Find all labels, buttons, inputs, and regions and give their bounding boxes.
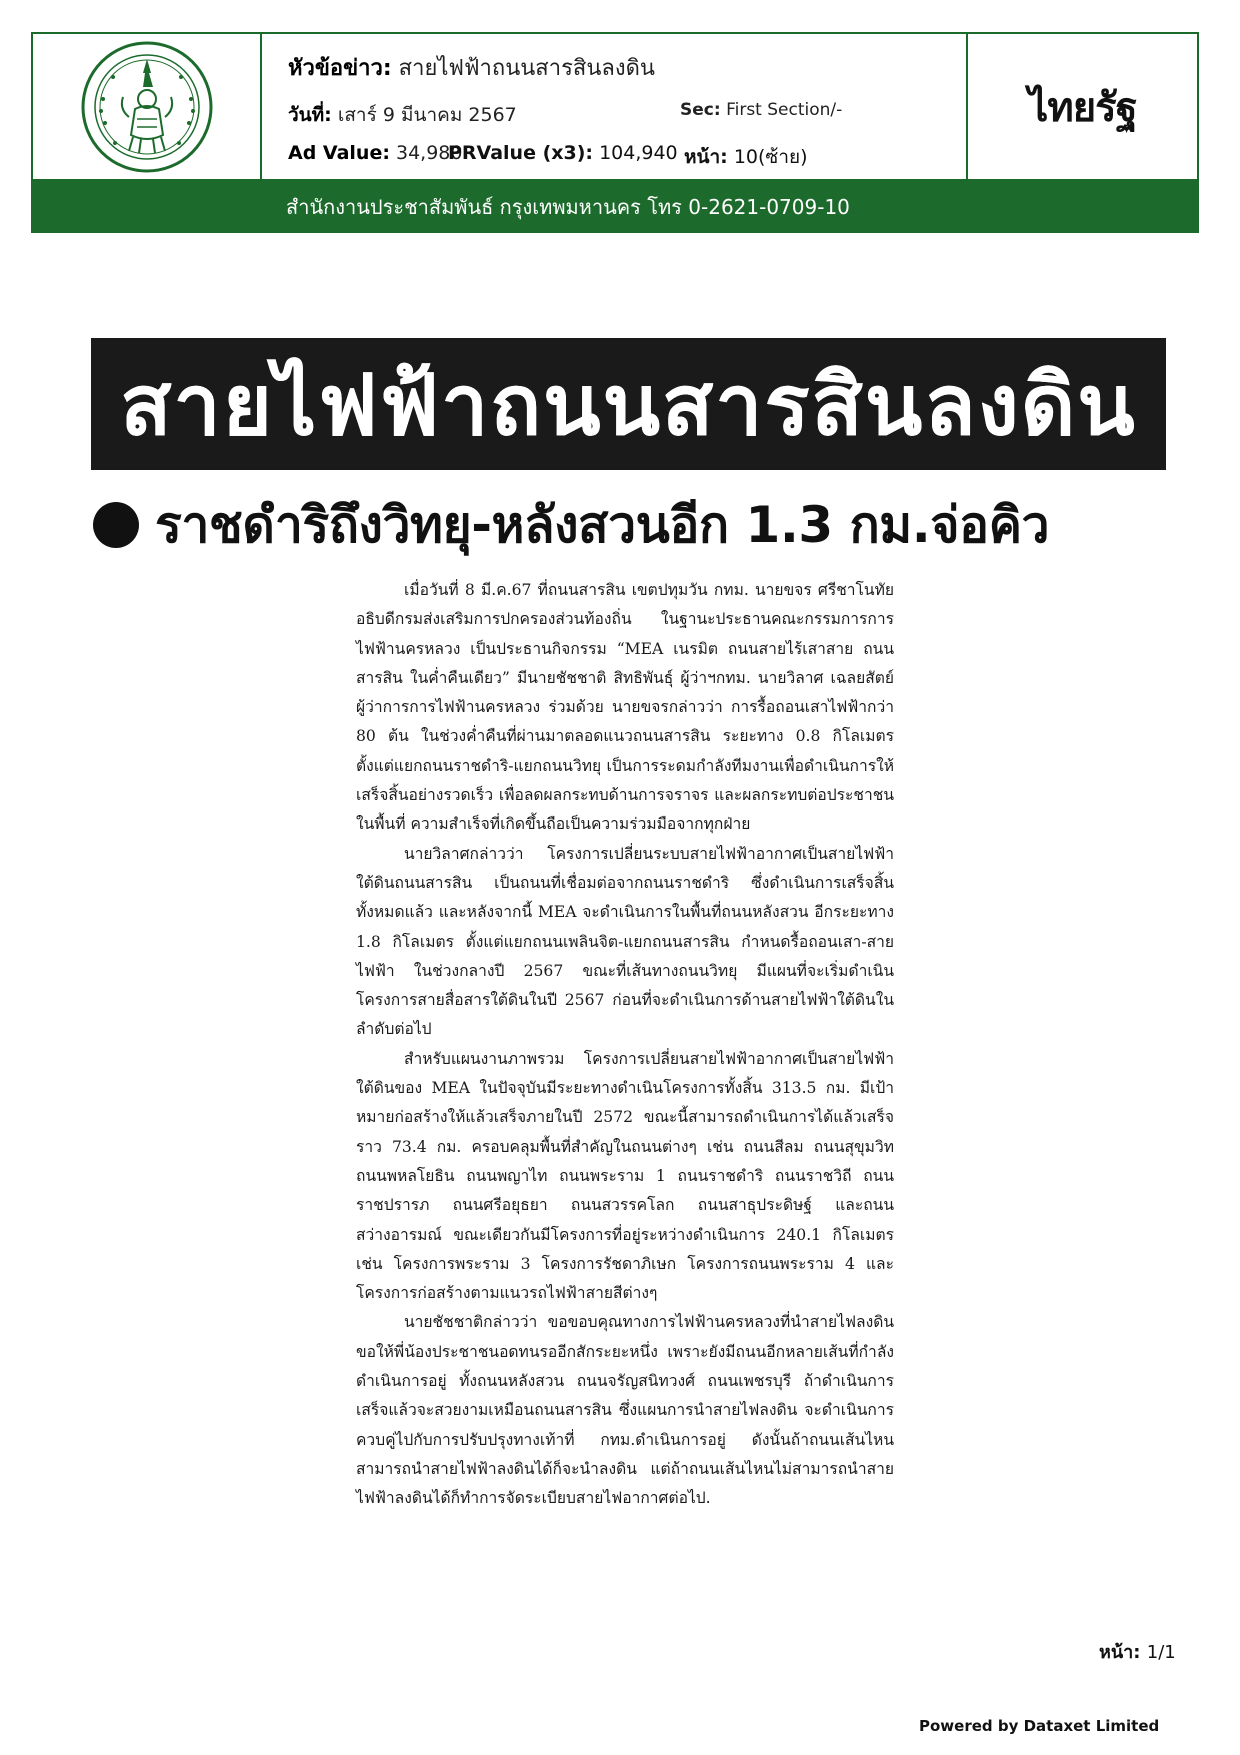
page-row: [684, 142, 808, 172]
section-row: [680, 100, 842, 120]
pr-value: 104,940: [599, 142, 678, 164]
article-body: [356, 576, 894, 1514]
pr-value-label: PRValue (x3):: [448, 142, 594, 164]
article-paragraph: นายชัชชาติกล่าวว่า ขอขอบคุณทางการไฟฟ้านครหลวงที่นำสายไฟลงดิน ขอให้พี่น้องประชาชนอดทนรออีกสักระยะหนึ่ง เพราะยังมีถนนอีกหลายเส้นที่กำลังดำเนินการอยู่ ทั้งถนนหลังสวน ถนนจรัญสนิทวงศ์ ถนนเพชรบุรี ถ้าดำเนินการเสร็จแล้วจะสวยงามเหมือนถนนสารสิน ซึ่งแผนการนำสายไฟลงดิน จะดำเนินการควบคู่ไปกับการปรับปรุงทางเท้าที่ กทม.ดำเนินการอยู่ ดังนั้นถ้าถนนเส้นไหนสามารถนำสายไฟฟ้าลงดินได้ก็จะนำลงดิน แต่ถ้าถนนเส้นไหนไม่สามารถนำสายไฟฟ้าลงดินได้ก็ทำการจัดระเบียบสายไฟอากาศต่อไป.: [356, 1313, 894, 1508]
ad-value-row: [288, 142, 462, 164]
page-number: [1099, 1637, 1176, 1666]
article-paragraph: เมื่อวันที่ 8 มี.ค.67 ที่ถนนสารสิน เขตปทุมวัน กทม. นายขจร ศรีชาโนทัย อธิบดีกรมส่งเสริมการปกครองส่วนท้องถิ่น ในฐานะประธานคณะกรรมการการไฟฟ้านครหลวง เป็นประธานกิจกรรม “MEA เนรมิต ถนนสายไร้เสาสาย ถนนสารสิน ในค่ำคืนเดียว” มีนายชัชชาติ สิทธิพันธุ์ ผู้ว่าฯกทม. นายวิลาศ เฉลยสัตย์ ผู้ว่าการการไฟฟ้านครหลวง ร่วมด้วย นายขจรกล่าวว่า การรื้อถอนเสาไฟฟ้ากว่า 80 ต้น ในช่วงค่ำคืนที่ผ่านมาตลอดแนวถนนสารสิน ระยะทาง 0.8 กิโลเมตร ตั้งแต่แยกถนนราชดำริ-แยกถนนวิทยุ เป็นการระดมกำลังทีมงานเพื่อดำเนินการให้เสร็จสิ้นอย่างรวดเร็ว เพื่อลดผลกระทบด้านการจราจร และผลกระทบต่อประชาชนในพื้นที่ ความสำเร็จที่เกิดขึ้นถือเป็นความร่วมมือจากทุกฝ่าย: [356, 581, 894, 834]
ad-value-label: Ad Value:: [288, 142, 390, 164]
article-subtitle: ราชดำริถึงวิทยุ-หลังสวนอีก 1.3 กม.จ่อคิว: [155, 495, 1050, 554]
page-number-value: 1/1: [1146, 1642, 1176, 1663]
pr-value-row: [448, 142, 678, 164]
article-title: สายไฟฟ้าถนนสารสินลงดิน: [120, 356, 1137, 454]
article-title-banner: [91, 338, 1166, 470]
section-value: First Section/-: [726, 100, 843, 120]
bullet-icon: [93, 502, 139, 548]
article-paragraph: นายวิลาศกล่าวว่า โครงการเปลี่ยนระบบสายไฟฟ้าอากาศเป็นสายไฟฟ้าใต้ดินถนนสารสิน เป็นถนนที่เชื่อมต่อจากถนนราชดำริ ซึ่งดำเนินการเสร็จสิ้นทั้งหมดแล้ว และหลังจากนี้ MEA จะดำเนินการในพื้นที่ถนนหลังสวน อีกระยะทาง 1.8 กิโลเมตร ตั้งแต่แยกถนนเพลินจิต-แยกถนนสารสิน กำหนดรื้อถอนเสา-สายไฟฟ้า ในช่วงกลางปี 2567 ขณะที่เส้นทางถนนวิทยุ มีแผนที่จะเริ่มดำเนินโครงการสายสื่อสารใต้ดินในปี 2567 ก่อนที่จะดำเนินการด้านสายไฟฟ้าใต้ดินในลำดับต่อไป: [356, 844, 894, 1039]
powered-by: Powered by Dataxet Limited: [919, 1717, 1160, 1735]
page-number-label: หน้า:: [1099, 1642, 1141, 1663]
page-value: 10(ซ้าย): [733, 146, 808, 168]
headline-value: สายไฟฟ้าถนนสารสินลงดิน: [398, 56, 655, 81]
headline-row: [288, 50, 655, 85]
date-row: [288, 100, 517, 130]
bangkok-seal-icon: [79, 39, 215, 175]
section-label: Sec:: [680, 100, 721, 120]
headline-label: หัวข้อข่าว:: [288, 56, 392, 81]
date-value: เสาร์ 9 มีนาคม 2567: [337, 104, 517, 126]
publication-name: ไทยรัฐ: [1028, 84, 1137, 131]
clipping-header: [31, 32, 1199, 181]
contact-bar: สำนักงานประชาสัมพันธ์ กรุงเทพมหานคร โทร 0-2621-0709-10: [31, 181, 1199, 233]
ad-value: 34,980: [395, 142, 463, 164]
clipping-info: [262, 34, 968, 179]
page-label: หน้า:: [684, 146, 728, 168]
date-label: วันที่:: [288, 104, 332, 126]
article-paragraph: สำหรับแผนงานภาพรวม โครงการเปลี่ยนสายไฟฟ้าอากาศเป็นสายไฟฟ้าใต้ดินของ MEA ในปัจจุบันมีระยะทางดำเนินโครงการทั้งสิ้น 313.5 กม. มีเป้าหมายก่อสร้างให้แล้วเสร็จภายในปี 2572 ขณะนี้สามารถดำเนินการได้แล้วเสร็จราว 73.4 กม. ครอบคลุมพื้นที่สำคัญในถนนต่างๆ เช่น ถนนสีลม ถนนสุขุมวิท ถนนพหลโยธิน ถนนพญาไท ถนนพระราม 1 ถนนราชดำริ ถนนราชวิถี ถนนราชปรารภ ถนนศรีอยุธยา ถนนสวรรคโลก ถนนสาธุประดิษฐ์ และถนนสว่างอารมณ์ ขณะเดียวกันมีโครงการที่อยู่ระหว่างดำเนินการ 240.1 กิโลเมตร เช่น โครงการพระราม 3 โครงการรัชดาภิเษก โครงการถนนพระราม 4 และโครงการก่อสร้างตามแนวรถไฟฟ้าสายสีต่างๆ: [356, 1049, 894, 1303]
logo-cell: [33, 34, 262, 179]
article-subtitle-row: [93, 490, 1173, 560]
